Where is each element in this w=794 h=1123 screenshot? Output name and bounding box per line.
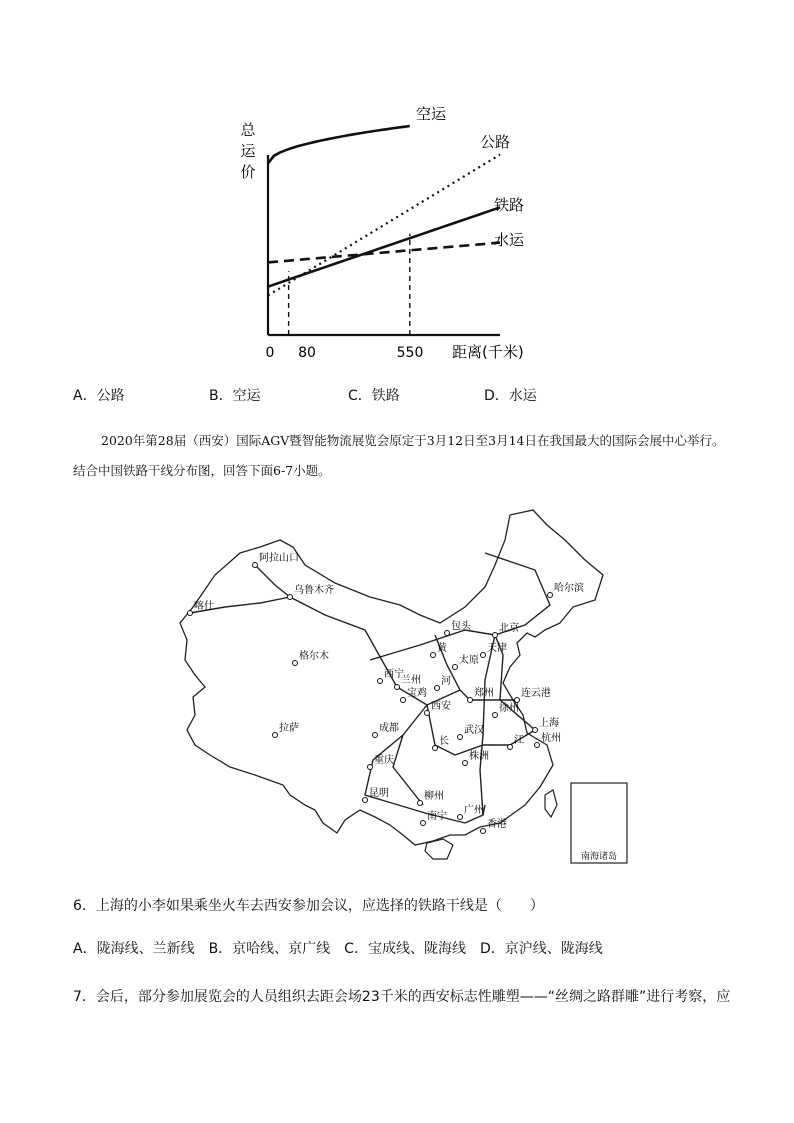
city-dot: [273, 733, 278, 738]
city-dot: [425, 711, 430, 716]
q6-options: A．陇海线、兰新线 B．京哈线、京广线 C．宝成线、陇海线 D．京沪线、陇海线: [73, 941, 603, 957]
city-label: 上海: [539, 718, 559, 729]
city-label: 郑州: [474, 688, 494, 699]
railway-lines: [190, 553, 550, 823]
city-dot: [421, 821, 426, 826]
city-dot: [401, 698, 406, 703]
city-dot: [418, 801, 423, 806]
x-tick-0: 0: [265, 345, 275, 361]
city-dot: [368, 765, 373, 770]
city-label: 喀什: [194, 601, 214, 612]
series-label-rail: 铁路: [494, 196, 525, 214]
city-dot: [508, 745, 513, 750]
y-axis-label-3: 价: [240, 163, 256, 181]
option-c: C．铁路: [348, 388, 400, 404]
city-label: 西宁: [384, 669, 404, 680]
city-dot: [515, 698, 520, 703]
option-b: B．空运: [209, 388, 261, 404]
city-label: 宝鸡: [407, 688, 427, 699]
intro-paragraph: 2020年第28届（西安）国际AGV暨智能物流展览会原定于3月12日至3月14日在我国最大的国际会展中心举行。结合中国铁路干线分布图，回答下面6-7小题。: [73, 433, 725, 478]
city-label: 成都: [379, 723, 399, 734]
city-label: 长: [439, 736, 449, 747]
x-tick-550: 550: [396, 345, 424, 361]
city-label: 株洲: [469, 751, 489, 762]
option-a: A．公路: [73, 388, 125, 404]
q6-stem: 6．上海的小李如果乘坐火车去西安参加会议，应选择的铁路干线是（ ）: [73, 898, 544, 914]
city-dot: [493, 713, 498, 718]
city-dot: [481, 829, 486, 834]
city-dot: [548, 593, 553, 598]
q5-options: [73, 385, 733, 405]
city-label: 兰州: [401, 675, 421, 686]
city-dot: [435, 686, 440, 691]
city-label: 太原: [459, 655, 479, 666]
hainan-island: [425, 839, 453, 859]
city-dot: [363, 798, 368, 803]
city-dot: [253, 563, 258, 568]
city-label: 北京: [499, 623, 519, 634]
city-label: 柳州: [424, 791, 444, 802]
city-dot: [463, 761, 468, 766]
city-dot: [493, 633, 498, 638]
city-label: 广州: [464, 805, 484, 816]
series-line-0: [268, 126, 410, 163]
city-dot: [445, 631, 450, 636]
city-dot: [458, 815, 463, 820]
series-label-air: 空运: [416, 105, 447, 123]
city-label: 阿拉山口: [259, 553, 299, 564]
x-tick-80: 80: [298, 345, 316, 361]
china-railway-map: [165, 505, 645, 870]
city-dot: [395, 685, 400, 690]
city-label: 徐州: [499, 703, 519, 714]
city-label: 武汉: [464, 725, 484, 736]
option-d: D．水运: [484, 388, 537, 404]
city-label: 连云港: [521, 688, 551, 699]
city-label: 南宁: [427, 811, 447, 822]
city-dot: [293, 661, 298, 666]
city-dot: [373, 733, 378, 738]
city-label: 西安: [431, 701, 451, 712]
city-label: 乌鲁木齐: [294, 585, 334, 596]
inset-label: 南海诸岛: [580, 852, 618, 862]
city-label: 格尔木: [299, 651, 329, 662]
series-line-3: [268, 243, 500, 263]
city-dot: [481, 653, 486, 658]
series-label-road: 公路: [480, 133, 511, 151]
series-label-water: 水运: [494, 231, 525, 249]
city-label: 香港: [487, 819, 507, 830]
city-dot: [188, 611, 193, 616]
south-china-sea-inset: [571, 783, 627, 863]
city-dot: [468, 698, 473, 703]
transport-cost-chart: [230, 100, 570, 365]
city-label: 河: [441, 676, 451, 687]
city-dot: [458, 735, 463, 740]
y-axis-label-1: 总: [240, 121, 256, 139]
city-label: 拉萨: [279, 723, 299, 734]
city-dot: [431, 653, 436, 658]
city-dot: [288, 595, 293, 600]
city-dot: [535, 743, 540, 748]
city-dot: [378, 679, 383, 684]
city-label: 哈尔滨: [554, 583, 584, 594]
x-axis-label: 距离(千米): [452, 343, 524, 361]
series-line-2: [268, 207, 500, 286]
city-dot: [453, 665, 458, 670]
city-label: 江: [514, 735, 524, 746]
city-label: 包头: [451, 621, 471, 632]
city-label: 重庆: [374, 755, 394, 766]
city-label: 昆明: [369, 788, 389, 799]
q7-stem: 7．会后，部分参加展览会的人员组织去距会场23千米的西安标志性雕塑——“丝绸之路群雕”进行考察，应: [73, 989, 731, 1005]
taiwan-island: [545, 790, 557, 817]
city-dot: [433, 746, 438, 751]
city-label: 杭州: [541, 733, 561, 744]
city-dot: [533, 728, 538, 733]
city-label: 黄: [437, 643, 447, 654]
city-label: 天津: [487, 643, 507, 654]
y-axis-label-2: 运: [240, 142, 256, 160]
